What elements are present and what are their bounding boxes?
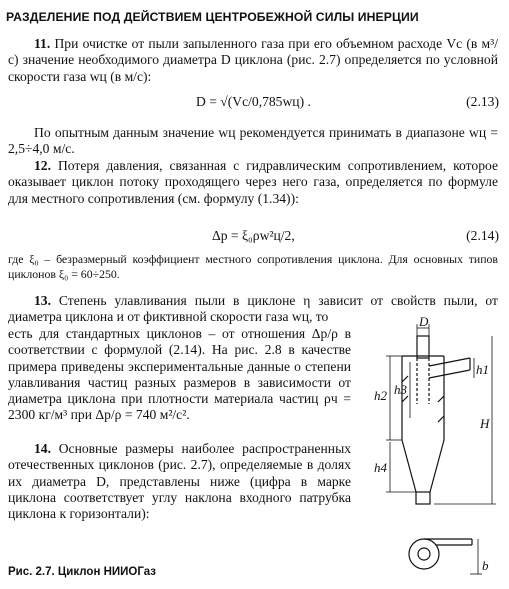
equation-2-14: Δp = ξ₀ρw²ц/2,	[212, 228, 295, 243]
paragraph-number: 12.	[34, 158, 51, 173]
paragraph-text: Потеря давления, связанная с гидравлическим сопротивлением, которое оказывает циклон потоку проходящего через него газа, определяется по формуле для местного сопротивления (см. формулу (1.34)):	[8, 158, 498, 206]
cyclone-figure	[352, 314, 502, 582]
paragraph-12	[8, 158, 498, 207]
equation-number: (2.14)	[466, 228, 499, 243]
label-H: H	[480, 416, 490, 431]
paragraph-11	[8, 36, 498, 85]
equation-2-13: D = √(Vс/0,785wц) .	[196, 94, 311, 109]
paragraph-number: 13.	[34, 293, 51, 308]
paragraph-number: 14.	[34, 441, 51, 456]
paragraph-14	[8, 441, 351, 522]
paragraph-13-body: есть для стандартных циклонов – от отношения Δp/ρ в соответствии с формулой (2.14). На рис. 2.8 в качестве примера приведены экспериментальные данные о степени улавливания частиц разных размеров в зависимости от диаметра циклона при плотности материала частиц ρч = 2300 кг/м³ при Δp/ρ = 740 м²/с².	[8, 326, 351, 423]
section-header: РАЗДЕЛЕНИЕ ПОД ДЕЙСТВИЕМ ЦЕНТРОБЕЖНОЙ СИЛЫ ИНЕРЦИИ	[6, 10, 419, 24]
paragraph-12-continued: где ξ₀ – безразмерный коэффициент местного сопротивления циклона. Для основных типов циклонов ξ₀ = 60÷250.	[8, 252, 498, 281]
paragraph-text: Основные размеры наиболее распространенных отечественных циклонов (рис. 2.7), определяемые в долях их диаметра D, представлены ниже (цифра в марке циклона соответствует углу наклона входного патрубка циклона к горизонтали):	[8, 441, 351, 522]
equation-number: (2.13)	[466, 94, 499, 109]
label-h1: h1	[476, 362, 489, 377]
paragraph-11-continued: По опытным данным значение wц рекомендуется принимать в диапазоне wц = 2,5÷4,0 м/с.	[8, 125, 498, 157]
label-D: D	[419, 314, 429, 329]
paragraph-text: Степень улавливания пыли в циклоне η зависит от свойств пыли, от диаметра циклона и от фиктивной скорости газа wц, то	[8, 293, 498, 325]
label-b: b	[482, 558, 489, 573]
label-h2: h2	[374, 388, 387, 403]
label-h4: h4	[374, 460, 387, 475]
figure-caption: Рис. 2.7. Циклон НИИОГаз	[8, 566, 156, 578]
label-h3: h3	[394, 382, 407, 397]
paragraph-text: При очистке от пыли запыленного газа при его объемном расходе Vс (в м³/с) значение необходимого диаметра D циклона (рис. 2.7) определяется по условной скорости газа wц (в м/с):	[8, 36, 498, 84]
paragraph-number: 11.	[34, 36, 51, 51]
